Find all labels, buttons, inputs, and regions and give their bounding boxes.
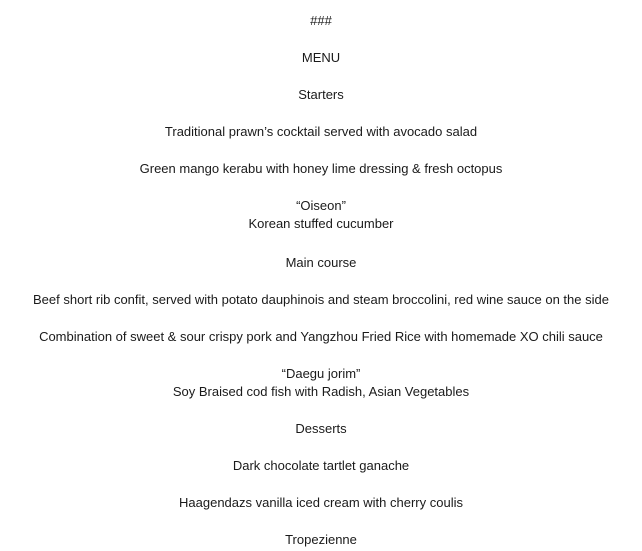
menu-item-description: Soy Braised cod fish with Radish, Asian Vegetables — [172, 384, 470, 399]
section-heading-desserts: Desserts — [295, 421, 347, 436]
menu-item-description: Korean stuffed cucumber — [248, 216, 394, 231]
menu-item: Haagendazs vanilla iced cream with cherry coulis — [179, 495, 463, 510]
menu-item: Combination of sweet & sour crispy pork and Yangzhou Fried Rice with homemade XO chili sauce — [39, 329, 603, 344]
menu-item: Traditional prawn’s cocktail served with avocado salad — [164, 124, 478, 139]
menu-item-name: “Oiseon” — [296, 198, 346, 213]
section-heading-main-course: Main course — [285, 255, 357, 270]
header-mark: ### — [310, 13, 332, 28]
menu-title: MENU — [301, 50, 341, 65]
menu-item: Tropezienne — [285, 532, 357, 547]
menu-item: Green mango kerabu with honey lime dressing & fresh octopus — [139, 161, 503, 176]
menu-item: Beef short rib confit, served with potato dauphinois and steam broccolini, red wine sauce on the side — [33, 292, 609, 307]
section-heading-starters: Starters — [298, 87, 344, 102]
menu-item-name: “Daegu jorim” — [281, 366, 361, 381]
menu-item: Dark chocolate tartlet ganache — [232, 458, 410, 473]
